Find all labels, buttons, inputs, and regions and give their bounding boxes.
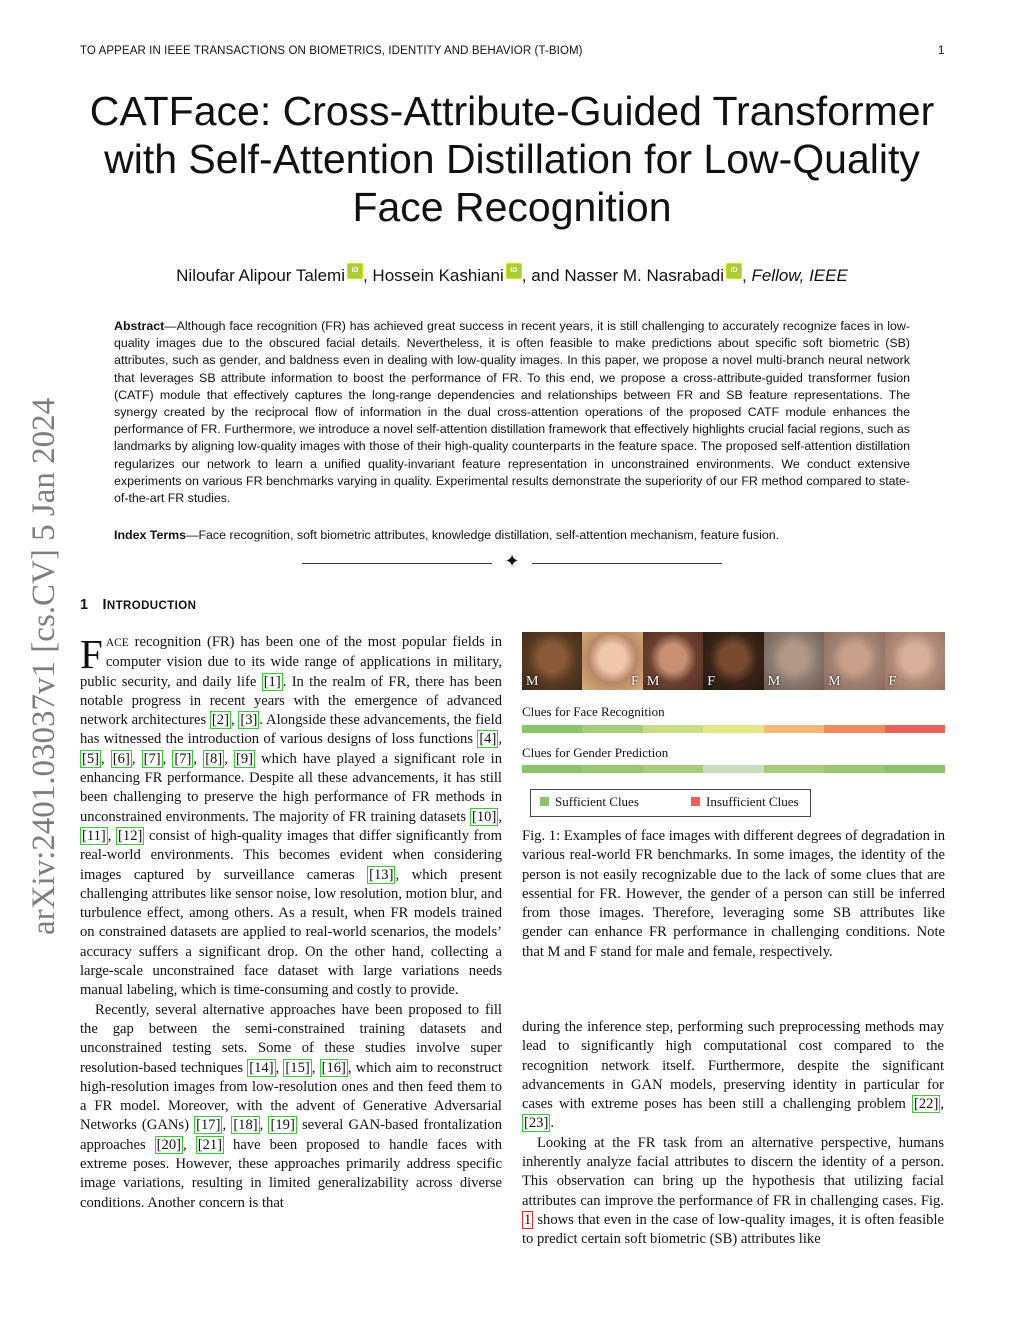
index-terms-text: —Face recognition, soft biometric attributes, knowledge distillation, self-attention mechanism, feature fusion. xyxy=(186,528,780,542)
legend-swatch-red xyxy=(691,797,700,806)
legend-swatch-green xyxy=(540,797,549,806)
face-image xyxy=(643,632,703,690)
text-run: consist of high-quality images that differ significantly from real-world environments. This becomes evident when considering images captured by surveillance cameras xyxy=(80,827,502,883)
figure-link[interactable]: 1 xyxy=(524,1211,532,1228)
citation-link[interactable]: [21] xyxy=(197,1136,223,1153)
section-number: 1 xyxy=(80,597,89,613)
text-run: Looking at the FR task from an alternative perspective, humans inherently analyze facial attributes to discern the identity of a person. This observation can bring up the hypothesis that utilizing facial attributes can improve the performance of FR in challenging cases. Fig. xyxy=(522,1134,944,1209)
gender-clue-segment xyxy=(885,765,945,773)
citation-link[interactable]: [6] xyxy=(112,750,130,767)
orcid-icon[interactable]: iD xyxy=(347,263,363,279)
separator-star-icon: ✦ xyxy=(504,551,520,571)
author-fellow: Fellow, IEEE xyxy=(751,266,848,285)
gender-label: M xyxy=(646,674,660,689)
face-image xyxy=(885,632,945,690)
author-list xyxy=(80,263,944,286)
gender-label: M xyxy=(526,674,539,689)
text-run: shows that even in the case of low-quality images, it is often feasible to predict certain soft biometric (SB) attributes like xyxy=(522,1211,944,1248)
citation-link[interactable]: [10] xyxy=(472,808,497,825)
text-run: , xyxy=(940,1096,944,1113)
page-number: 1 xyxy=(938,45,945,57)
text-run: during the inference step, performing such preprocessing methods may lead to significantly high computational cost compared to the recognition network itself. Furthermore, despite the significant advancements in GAN models, preserving identity in particular for cases with extreme poses has been still a challenging problem xyxy=(522,1019,944,1113)
orcid-icon[interactable]: iD xyxy=(726,263,742,279)
paragraph-4 xyxy=(522,1134,944,1250)
author-name: , Hossein Kashiani xyxy=(362,266,504,285)
fr-clue-label: Clues for Face Recognition xyxy=(522,704,665,719)
arxiv-stamp: arXiv:2401.03037v1 [cs.CV] 5 Jan 2024 xyxy=(26,397,62,935)
fr-clue-segment xyxy=(643,725,703,733)
abstract xyxy=(114,318,910,507)
citation-link[interactable]: [16] xyxy=(321,1059,346,1076)
legend-insufficient xyxy=(691,794,799,810)
text-run: , xyxy=(193,750,204,767)
abstract-label: Abstract xyxy=(114,319,165,333)
gender-label: M xyxy=(828,674,841,689)
citation-link[interactable]: [5] xyxy=(82,750,100,767)
abstract-text: —Although face recognition (FR) has achieved great success in recent years, it is still challenging to accurately recognize faces in low-quality images due to the obscured facial details. Nevertheless, it is often feasible to make predictions about specific soft biometric (SB) attributes, such as gender, and baldness even in dealing with low-quality images. In this paper, we propose a novel multi-branch neural network that leverages SB attribute information to boost the performance of FR. To this end, we propose a cross-attribute-guided transformer fusion (CATF) module that effectively captures the long-range dependencies and relationships between FR and SB feature representations. The synergy created by the reciprocal flow of information in the dual cross-attention operations of the proposed CATF module enhances the performance of FR. Furthermore, we introduce a novel self-attention distillation framework that effectively highlights crucial facial regions, such as landmarks by aligning low-quality images with those of their high-quality counterparts in the feature space. The proposed self-attention distillation regularizes our network to learn a unified quality-invariant feature representation in unconstrained environments. We conduct extensive experiments on various FR benchmarks varying in quality. Experimental results demonstrate the superiority of our FR method compared to state-of-the-art FR studies. xyxy=(114,319,910,506)
gender-clue-label: Clues for Gender Prediction xyxy=(522,745,669,760)
text-run: have been proposed to handle faces with extreme poses. However, these approaches primarily address specific image variations, resulting in limited generalizability across diverse conditions. Another concern is that xyxy=(80,1136,502,1211)
citation-link[interactable]: [1] xyxy=(263,673,281,690)
text-run: , xyxy=(183,1136,196,1153)
citation-link[interactable]: [12] xyxy=(118,827,143,844)
fr-clue-segment xyxy=(885,725,945,733)
paper-title xyxy=(80,87,944,231)
left-column xyxy=(80,633,502,1213)
index-terms-label: Index Terms xyxy=(114,528,187,542)
title-line-2: with Self-Attention Distillation for Low-Quality xyxy=(104,136,920,182)
text-run: . xyxy=(550,1115,554,1132)
legend-sufficient-label: Sufficient Clues xyxy=(555,794,639,809)
smallcaps-lead: ACE xyxy=(105,637,129,649)
separator-rule-right xyxy=(532,563,722,564)
text-run: , xyxy=(224,750,234,767)
text-run: , xyxy=(101,750,111,767)
drop-cap: F xyxy=(80,631,103,677)
gender-clue-segment xyxy=(582,765,642,773)
author-name: , and Nasser M. Nasrabadi xyxy=(521,266,724,285)
fr-clue-segment xyxy=(582,725,642,733)
text-run: Recently, several alternative approaches have been proposed to fill the gap between the semi-constrained training datasets and unconstrained testing sets. Some of these studies involve super resolution-based techniques xyxy=(80,1001,502,1076)
text-run: , xyxy=(259,1117,269,1134)
citation-link[interactable]: [17] xyxy=(196,1117,221,1134)
figure-legend xyxy=(530,789,811,817)
gender-label: F xyxy=(888,674,897,689)
citation-link[interactable]: [7] xyxy=(174,750,192,767)
fr-clue-bar xyxy=(522,725,945,733)
section-heading xyxy=(80,597,196,613)
text-run: . In the realm of FR, there has been notable progress in recent years with the emergence of advanced network architectures xyxy=(80,673,502,729)
index-terms xyxy=(114,527,910,544)
title-line-3: Face Recognition xyxy=(352,184,672,230)
citation-link[interactable]: [18] xyxy=(233,1117,258,1134)
face-image xyxy=(764,632,824,690)
citation-link[interactable]: [11] xyxy=(82,827,106,844)
text-run: . Alongside these advancements, the field has witnessed the introduction of various designs of loss functions xyxy=(80,712,503,748)
section-title-rest: NTRODUCTION xyxy=(106,600,197,612)
gender-clue-bar xyxy=(522,765,945,773)
citation-link[interactable]: [4] xyxy=(479,731,497,748)
citation-link[interactable]: [14] xyxy=(249,1059,274,1076)
citation-link[interactable]: [8] xyxy=(205,750,223,767)
section-separator xyxy=(302,551,722,572)
separator-rule-left xyxy=(302,563,492,564)
right-column xyxy=(522,1018,944,1250)
fr-clue-segment xyxy=(703,725,763,733)
text-run: , xyxy=(275,1059,284,1076)
citation-link[interactable]: [22] xyxy=(914,1096,939,1113)
paragraph-intro xyxy=(80,633,502,1001)
gender-label: M xyxy=(767,674,781,689)
citation-link[interactable]: [23] xyxy=(524,1115,549,1132)
gender-label: F xyxy=(707,674,716,689)
text-run: , xyxy=(222,1117,232,1134)
face-image xyxy=(582,632,642,690)
citation-link[interactable]: [19] xyxy=(270,1117,295,1134)
citation-link[interactable]: [15] xyxy=(285,1059,310,1076)
orcid-icon[interactable]: iD xyxy=(506,263,522,279)
text-run: , xyxy=(311,1059,320,1076)
citation-link[interactable]: [9] xyxy=(235,750,254,767)
legend-insufficient-label: Insufficient Clues xyxy=(706,794,799,809)
text-run: , xyxy=(498,808,502,825)
fr-clue-segment xyxy=(824,725,884,733)
text-run: , xyxy=(230,712,239,729)
figure-caption: Fig. 1: Examples of face images with different degrees of degradation in various real-world FR benchmarks. In some images, the identity of the person is not easily recognizable due to the lack of some clues that are essential for FR. However, the gender of a person can still be inferred from those images. Therefore, leveraging some SB attributes like gender can enhance FR performance in challenging conditions. Note that M and F stand for male and female, respectively. xyxy=(522,828,945,960)
legend-sufficient xyxy=(540,794,639,810)
gender-clue-segment xyxy=(764,765,824,773)
section-title-initial: I xyxy=(102,597,107,613)
text-run: , which present challenging attributes like sensor noise, low resolution, motion blur, and turbulence effect, among others. As a result, when FR models trained on constrained datasets are applied to real-world scenarios, the models’ accuracy suffers a significant drop. On the other hand, collecting a large-scale unconstrained face dataset with large variations needs manual labeling, which is time-consuming and costly to provide. xyxy=(80,866,502,999)
text-run: , xyxy=(162,750,173,767)
author-name: Niloufar Alipour Talemi xyxy=(176,266,345,285)
author-separator: , xyxy=(742,266,752,285)
text-run: , xyxy=(131,750,142,767)
fr-clue-segment xyxy=(522,725,582,733)
gender-clue-segment xyxy=(522,765,582,773)
text-run: recognition (FR) has been one of the most popular fields in computer vision due to its wide range of applications in military, public security, and daily life xyxy=(80,634,502,690)
text-run: , xyxy=(107,827,117,844)
citation-link[interactable]: [13] xyxy=(369,866,394,883)
gender-clue-segment xyxy=(643,765,703,773)
text-run: , xyxy=(498,731,502,748)
face-image xyxy=(824,632,884,690)
face-image-strip xyxy=(522,632,945,690)
citation-link[interactable]: [2] xyxy=(211,712,229,729)
text-run: several GAN-based frontalization approaches xyxy=(80,1117,503,1153)
face-image xyxy=(522,632,582,690)
gender-clue-segment xyxy=(703,765,763,773)
face-image xyxy=(703,632,763,690)
citation-link[interactable]: [7] xyxy=(143,750,161,767)
gender-label: F xyxy=(631,674,639,689)
text-run: which have played a significant role in enhancing FR performance. Despite all these advancements, it has still been challenging to preserve the high performance of FR methods in unconstrained environments. The majority of FR training datasets xyxy=(80,750,503,825)
running-head: TO APPEAR IN IEEE TRANSACTIONS ON BIOMETRICS, IDENTITY AND BEHAVIOR (T-BIOM) xyxy=(80,45,583,57)
title-line-1: CATFace: Cross-Attribute-Guided Transformer xyxy=(89,88,935,134)
citation-link[interactable]: [20] xyxy=(156,1136,181,1153)
paragraph-2 xyxy=(80,1001,502,1213)
fr-clue-segment xyxy=(764,725,824,733)
gender-clue-segment xyxy=(824,765,884,773)
citation-link[interactable]: [3] xyxy=(240,712,258,729)
text-run: , which aim to reconstruct high-resolution images from low-resolution ones and then feed them to a FR model. Moreover, with the advent of Generative Adversarial Networks (GANs) xyxy=(80,1059,503,1134)
paragraph-3 xyxy=(522,1018,944,1134)
